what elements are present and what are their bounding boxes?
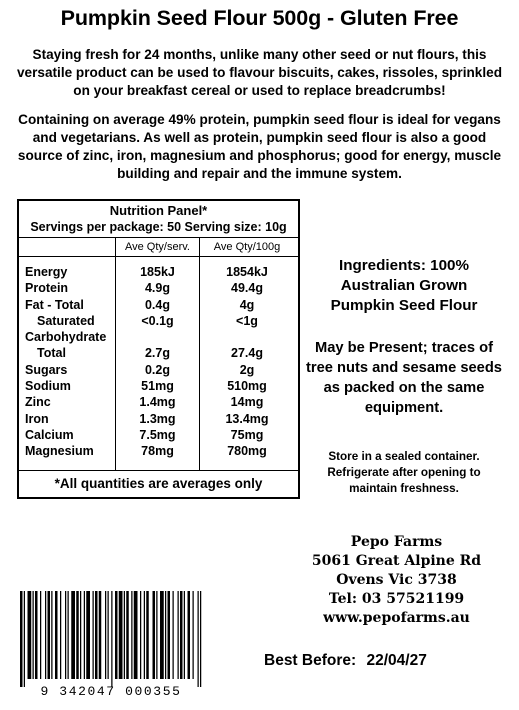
nutrient-name: Sugars bbox=[25, 362, 68, 377]
town-postcode: Ovens Vic 3738 bbox=[336, 572, 457, 588]
nutrient-name: Energy bbox=[25, 265, 68, 279]
barcode-bar bbox=[188, 591, 191, 679]
nutrient-name: Fat - Total bbox=[25, 297, 84, 312]
allergen-statement: May be Present; traces of tree nuts and sesame seeds as packed on the same equipment. bbox=[306, 340, 502, 416]
per-serving-value: 0.4g bbox=[144, 297, 170, 312]
nutrient-names-column bbox=[19, 257, 116, 470]
barcode-bar bbox=[51, 591, 52, 679]
per-serving-value: 0.2g bbox=[144, 362, 170, 377]
nutrition-column-headers bbox=[19, 238, 298, 257]
best-before-date: 22/04/27 bbox=[366, 652, 427, 669]
per-serving-values-column bbox=[116, 257, 200, 470]
barcode-bar bbox=[184, 591, 185, 679]
per-serving-value: 185kJ bbox=[140, 265, 175, 279]
barcode-bar bbox=[178, 591, 179, 679]
per-100g-value: 14mg bbox=[230, 395, 264, 410]
barcode-bars bbox=[20, 591, 201, 687]
barcode-bar bbox=[198, 591, 199, 687]
barcode-bar bbox=[84, 591, 85, 679]
per-serving-value: 7.5mg bbox=[139, 427, 176, 442]
barcode-bar bbox=[35, 591, 38, 679]
per-100g-value: 27.4g bbox=[231, 346, 263, 361]
barcode-bar bbox=[33, 591, 34, 679]
nutrient-name: Saturated bbox=[37, 313, 95, 328]
barcode-bar bbox=[153, 591, 156, 679]
per-100g-value: 13.4mg bbox=[225, 411, 269, 426]
company-address bbox=[300, 533, 493, 628]
per-serving-value: 4.9g bbox=[144, 281, 170, 296]
barcode-bar bbox=[95, 591, 98, 679]
per-100g-value: 780mg bbox=[227, 444, 267, 459]
barcode-bar bbox=[40, 591, 41, 679]
barcode-bar bbox=[20, 591, 23, 687]
barcode-bar bbox=[80, 591, 81, 679]
per-serving-value: <0.1g bbox=[141, 313, 174, 328]
best-before-label: Best Before: bbox=[264, 652, 357, 669]
barcode-bar bbox=[115, 591, 118, 679]
nutrient-name: Zinc bbox=[25, 395, 51, 410]
barcode-bar bbox=[24, 591, 25, 687]
barcode-bar bbox=[160, 591, 164, 679]
per-100g-value: 2g bbox=[239, 362, 255, 377]
product-title: Pumpkin Seed Flour 500g - Gluten Free bbox=[60, 6, 459, 30]
barcode-bar bbox=[108, 591, 109, 679]
barcode-bar bbox=[165, 591, 166, 679]
nutrient-name: Carbohydrate bbox=[25, 330, 107, 345]
barcode-bar bbox=[156, 591, 157, 679]
barcode-bar bbox=[45, 591, 46, 679]
per-100g-value: <1g bbox=[236, 313, 258, 328]
barcode-bar bbox=[146, 591, 149, 679]
per-serving-value: 78mg bbox=[141, 444, 174, 459]
per-serving-value: 2.7g bbox=[144, 346, 170, 361]
nutrient-name: Protein bbox=[25, 281, 69, 296]
nutrient-name: Magnesium bbox=[25, 444, 94, 459]
barcode-bar bbox=[76, 591, 79, 679]
barcode-bar bbox=[144, 591, 145, 679]
per-100g-values-column bbox=[200, 257, 294, 470]
company-name: Pepo Farms bbox=[350, 534, 443, 550]
barcode-bar bbox=[55, 591, 58, 679]
per-100g-value: 75mg bbox=[230, 427, 264, 442]
barcode-bar bbox=[180, 591, 183, 679]
barcode-bar bbox=[93, 591, 94, 679]
barcode-bar bbox=[105, 591, 106, 679]
nutrient-column-header bbox=[19, 238, 116, 256]
nutrition-footnote: *All quantities are averages only bbox=[54, 475, 263, 491]
nutrient-name: Iron bbox=[25, 411, 49, 426]
barcode-bar bbox=[60, 591, 61, 679]
nutrition-rows bbox=[19, 257, 298, 471]
per-100g-value bbox=[200, 329, 294, 345]
barcode-bar bbox=[168, 591, 171, 679]
barcode-bar bbox=[193, 591, 194, 679]
barcode-bar bbox=[124, 591, 125, 679]
barcode-bar bbox=[86, 591, 90, 679]
website: www.pepofarms.au bbox=[323, 610, 470, 626]
barcode-bar bbox=[119, 591, 123, 679]
per-serving-column-header: Ave Qty/serv. bbox=[116, 238, 200, 256]
barcode-bar bbox=[134, 591, 138, 679]
barcode-bar bbox=[99, 591, 102, 679]
servings-info: Servings per package: 50 Serving size: 10g bbox=[19, 219, 298, 238]
barcode-number: 9 342047 000355 bbox=[40, 684, 182, 699]
nutrient-name: Sodium bbox=[25, 379, 71, 394]
per-100g-value: 49.4g bbox=[231, 281, 263, 296]
nutrient-name: Calcium bbox=[25, 427, 74, 442]
per-100g-value: 4g bbox=[239, 297, 255, 312]
per-serving-value: 1.4mg bbox=[139, 395, 176, 410]
per-100g-value: 1854kJ bbox=[226, 265, 268, 279]
storage-instructions: Store in a sealed container. Refrigerate after opening to maintain freshness. bbox=[327, 450, 481, 495]
per-serving-value bbox=[116, 329, 199, 345]
barcode-bar bbox=[131, 591, 132, 679]
barcode-bar bbox=[140, 591, 141, 679]
ingredients-statement: Ingredients: 100% Australian Grown Pumpkin Seed Flour bbox=[330, 257, 478, 314]
nutrition-panel-heading: Nutrition Panel* bbox=[109, 203, 208, 218]
best-before bbox=[264, 652, 427, 670]
barcode-bar bbox=[48, 591, 51, 679]
barcode-bar bbox=[28, 591, 32, 679]
barcode-bar bbox=[173, 591, 174, 679]
per-serving-value: 1.3mg bbox=[139, 411, 176, 426]
nutrient-name: Total bbox=[37, 346, 66, 361]
barcode-bar bbox=[111, 591, 112, 687]
barcode bbox=[16, 591, 206, 699]
barcode-bar bbox=[126, 591, 129, 679]
description-paragraph-2: Containing on average 49% protein, pumpkin seed flour is ideal for vegans and vegetarians. As well as protein, pumpkin seed flour is also a good source of zinc, iron, magnesium and phosphorus; good for energy, muscle building and repair and the immune system. bbox=[17, 112, 502, 181]
per-100g-value: 510mg bbox=[227, 379, 267, 394]
nutrition-panel bbox=[17, 199, 300, 499]
telephone: Tel: 03 57521199 bbox=[328, 591, 465, 607]
street-address: 5061 Great Alpine Rd bbox=[311, 553, 482, 569]
barcode-bar bbox=[68, 591, 69, 679]
per-serving-value: 51mg bbox=[141, 379, 174, 394]
description-paragraph-1: Staying fresh for 24 months, unlike many other seed or nut flours, this versatile product can be used to flavour biscuits, cakes, rissoles, sprinkled on your breakfast cereal or used to replace breadcrumbs! bbox=[16, 47, 503, 98]
barcode-bar bbox=[200, 591, 201, 687]
barcode-bar bbox=[65, 591, 66, 679]
per-100g-column-header: Ave Qty/100g bbox=[213, 241, 281, 253]
barcode-bar bbox=[71, 591, 75, 679]
